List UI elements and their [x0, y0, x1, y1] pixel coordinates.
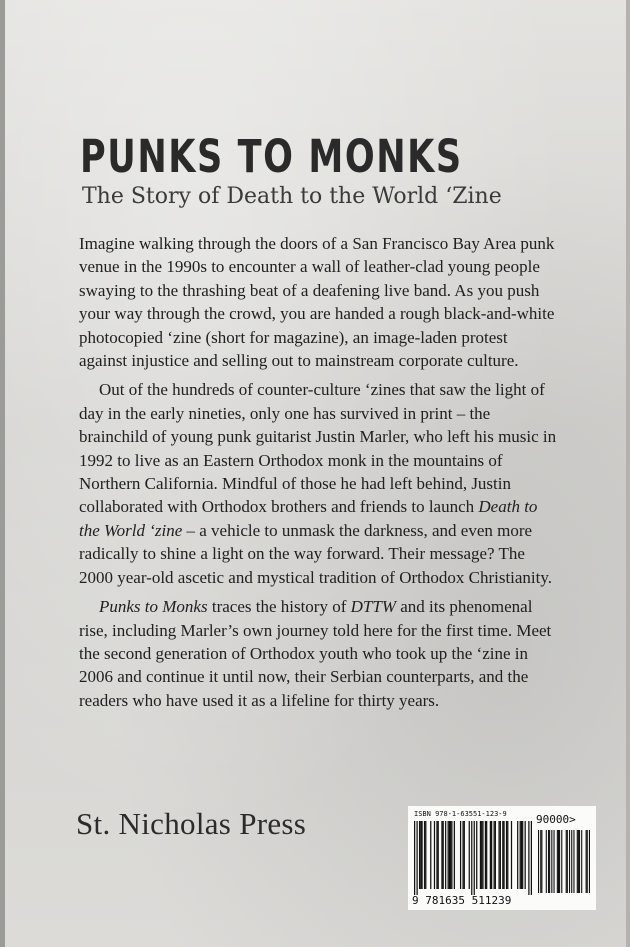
barcode-bar	[448, 821, 449, 889]
cover-right-edge	[626, 0, 630, 947]
barcode-bar	[528, 821, 529, 895]
barcode-bar	[506, 821, 507, 889]
barcode-bar	[517, 821, 518, 889]
isbn-digits: 9 781635 511239	[412, 894, 512, 907]
barcode-bar	[486, 821, 487, 889]
barcode-bar	[454, 821, 455, 889]
barcode-bar	[491, 821, 492, 889]
addon-bar	[589, 830, 590, 893]
barcode-bar	[482, 821, 483, 889]
addon-bar	[551, 830, 552, 893]
cover-left-edge	[0, 0, 5, 947]
book-title: PUNKS TO MONKS	[80, 130, 463, 183]
addon-bar	[557, 830, 558, 893]
barcode-bar	[498, 821, 499, 889]
isbn-barcode	[408, 806, 596, 910]
addon-bar	[538, 830, 539, 893]
addon-bar	[541, 830, 542, 893]
addon-bar	[549, 830, 550, 893]
addon-bar	[577, 830, 578, 893]
addon-bar	[561, 830, 562, 893]
addon-bar	[573, 830, 574, 893]
blurb-paragraph	[79, 378, 559, 589]
italic-title-text: Punks to Monks	[99, 597, 208, 617]
barcode-bar	[511, 821, 512, 889]
barcode-bar	[424, 821, 425, 889]
barcode-bar	[421, 821, 422, 889]
addon-bar	[579, 830, 580, 893]
barcode-bar	[430, 821, 431, 889]
publisher-name: St. Nicholas Press	[76, 806, 307, 841]
italic-title-text: Death to the World ‘zine	[79, 497, 538, 540]
addon-bar	[558, 830, 559, 893]
blurb-text-span: and its phenomenal rise, including Marler’s own journey told here for the first time. Meet the second generation of Orthodox youth who took up the ‘zine in 2006 and continue it until now, their Serbian counterparts, and the readers who have used it as a lifeline for thirty years.	[79, 597, 552, 710]
blurb-paragraph	[79, 595, 559, 712]
barcode-bar	[507, 821, 508, 889]
barcode-bar	[464, 821, 465, 889]
addon-bar	[569, 830, 570, 893]
barcode-bar	[443, 821, 444, 889]
addon-bar	[587, 830, 588, 893]
barcode-bar	[449, 821, 450, 889]
barcode-bar	[469, 821, 470, 889]
addon-bar	[566, 830, 567, 893]
barcode-bar	[416, 821, 417, 895]
barcode-bar	[476, 821, 477, 889]
barcode-bar	[503, 821, 504, 889]
barcode-bar	[450, 821, 451, 889]
barcode-bar	[502, 821, 503, 889]
barcode-bar	[531, 821, 532, 895]
barcode-bar	[522, 821, 523, 889]
barcode-bar	[451, 821, 452, 889]
barcode-bar	[471, 821, 472, 895]
barcode-bar	[493, 821, 494, 889]
blurb-text-span: – a vehicle to unmask the darkness, and even more radically to shine a light on the way forward. Their message? The 2000 year-old ascetic and mystical tradition of Orthodox Christianity.	[79, 520, 553, 587]
addon-bar	[571, 830, 572, 893]
addon-bar	[586, 830, 587, 893]
barcode-bar	[425, 821, 426, 889]
blurb-text-span: traces the history of	[207, 597, 351, 617]
barcode-bar	[420, 821, 421, 889]
addon-bar	[548, 830, 549, 893]
blurb-paragraph	[79, 232, 559, 372]
blurb-text-span: Out of the hundreds of counter-culture ‘zines that saw the light of day in the early nineties, only one has survived in print – the brainchild of young punk guitarist Justin Marler, who left his music in 1992 to live as an Eastern Orthodox monk in the mountains of Northern California. Mindful of those he had left behind, Justin collaborated with Orthodox brothers and friends to launch	[79, 380, 557, 517]
barcode-bar	[445, 821, 446, 889]
barcode-bar	[525, 821, 526, 889]
addon-bar	[578, 830, 579, 893]
italic-title-text: DTTW	[350, 597, 396, 617]
barcode-bar	[414, 821, 415, 895]
addon-bar	[553, 830, 554, 893]
addon-bar	[546, 830, 547, 893]
blurb-text	[79, 232, 559, 718]
isbn-label: ISBN 978-1-63551-123-9	[414, 810, 507, 818]
addon-bar	[567, 830, 568, 893]
barcode-bar	[521, 821, 522, 889]
barcode-bar	[520, 821, 521, 889]
barcode-bar	[438, 821, 439, 889]
barcode-bar	[500, 821, 501, 889]
barcode-bar	[460, 821, 461, 889]
blurb-text-span: Imagine walking through the doors of a San Francisco Bay Area punk venue in the 1990s to encounter a wall of leather-clad young people swaying to the thrashing beat of a deafening live band. As you push your way through the crowd, you are handed a rough black-and-white photocopied ‘zine (short for magazine), an image-laden protest against injustice and selling out to mainstream corporate culture.	[79, 234, 555, 371]
addon-bar	[581, 830, 582, 893]
barcode-bar	[495, 821, 496, 889]
barcode-bar	[481, 821, 482, 889]
barcode-bar	[419, 821, 420, 889]
book-subtitle: The Story of Death to the World ‘Zine	[82, 184, 502, 209]
barcode-bar	[485, 821, 486, 889]
barcode-bar	[474, 821, 475, 895]
ean-barcode-bars	[414, 821, 532, 895]
barcode-bar	[441, 821, 442, 889]
barcode-bar	[480, 821, 481, 889]
addon-bar	[540, 830, 541, 893]
addon-bar	[559, 830, 560, 893]
barcode-bar	[462, 821, 463, 889]
price-code: 90000>	[536, 813, 576, 826]
barcode-bar	[490, 821, 491, 889]
price-addon-bars	[538, 830, 590, 893]
barcode-bar	[436, 821, 437, 889]
barcode-bar	[434, 821, 435, 889]
